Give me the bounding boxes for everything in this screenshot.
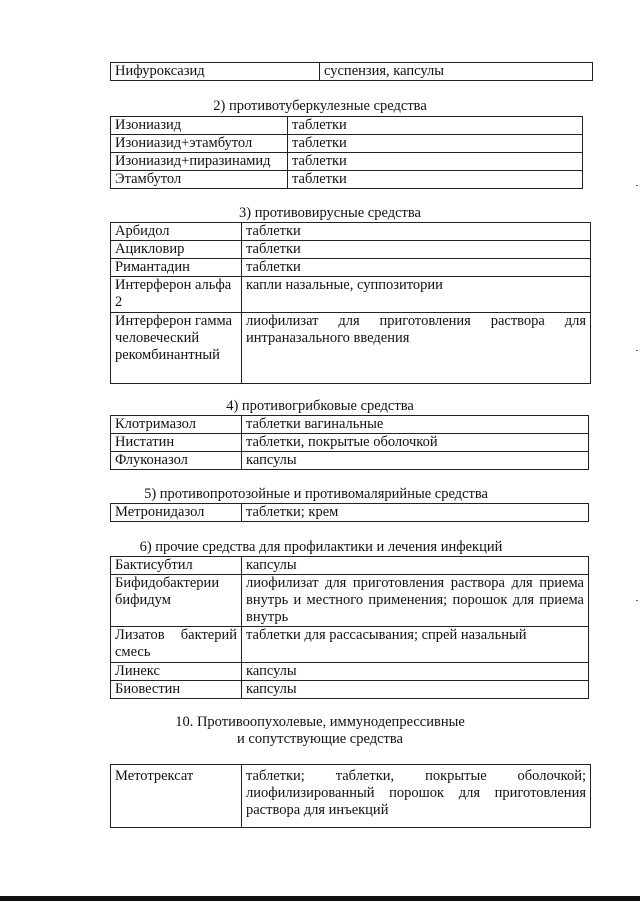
- table-row: [111, 241, 591, 259]
- table-row: [111, 504, 589, 522]
- drug-form: таблетки; крем: [242, 504, 589, 522]
- table-row: [111, 663, 589, 681]
- drug-name: Клотримазол: [111, 416, 242, 434]
- drug-form: таблетки для рассасывания; спрей назальный: [242, 627, 589, 663]
- section-heading: 3) противовирусные средства: [239, 205, 421, 221]
- table-row: [111, 765, 591, 828]
- drug-form: капсулы: [242, 557, 589, 575]
- drug-form: капли назальные, суппозитории: [242, 277, 591, 313]
- table-row: [111, 627, 589, 663]
- section-table: [110, 415, 589, 470]
- drug-name: Этамбутол: [111, 171, 288, 189]
- drug-name: Биовестин: [111, 681, 242, 699]
- drug-form: капсулы: [242, 452, 589, 470]
- chapter-heading-line1: 10. Противоопухолевые, иммунодепрессивные: [175, 714, 465, 730]
- drug-name: Изониазид: [111, 117, 288, 135]
- table-row: [111, 117, 583, 135]
- scan-mark: [636, 185, 638, 186]
- section-table: [110, 764, 591, 828]
- drug-name: Нифуроксазид: [111, 63, 320, 81]
- drug-name: Римантадин: [111, 259, 242, 277]
- table-row: [111, 434, 589, 452]
- table-row: [111, 277, 591, 313]
- table-row: [111, 557, 589, 575]
- drug-name: Бактисубтил: [111, 557, 242, 575]
- table-row: [111, 63, 593, 81]
- drug-name: Метронидазол: [111, 504, 242, 522]
- drug-form: таблетки: [288, 117, 583, 135]
- drug-name: Метотрексат: [111, 765, 242, 828]
- section-table: [110, 222, 591, 384]
- drug-name: Лизатов бактерий смесь: [111, 627, 242, 663]
- drug-form: таблетки: [288, 171, 583, 189]
- table-row: [111, 135, 583, 153]
- drug-name: Арбидол: [111, 223, 242, 241]
- drug-name: Нистатин: [111, 434, 242, 452]
- drug-form: суспензия, капсулы: [320, 63, 593, 81]
- drug-name: Изониазид+пиразинамид: [111, 153, 288, 171]
- drug-form: таблетки: [242, 223, 591, 241]
- drug-name: Изониазид+этамбутол: [111, 135, 288, 153]
- top-table: [110, 62, 593, 81]
- drug-name: Флуконазол: [111, 452, 242, 470]
- section-heading: 2) противотуберкулезные средства: [213, 98, 427, 114]
- drug-name: Интерферон альфа 2: [111, 277, 242, 313]
- page-bottom-edge: [0, 896, 640, 901]
- section-heading: 5) противопротозойные и противомалярийные средства: [144, 486, 488, 502]
- drug-form: таблетки вагинальные: [242, 416, 589, 434]
- drug-form: таблетки, покрытые оболочкой: [242, 434, 589, 452]
- section-heading: 4) противогрибковые средства: [226, 398, 414, 414]
- drug-name: Ацикловир: [111, 241, 242, 259]
- drug-form: таблетки: [242, 259, 591, 277]
- table-row: [111, 313, 591, 384]
- drug-name: Бифидобактерии бифидум: [111, 575, 242, 627]
- drug-form: капсулы: [242, 681, 589, 699]
- table-row: [111, 153, 583, 171]
- drug-form: капсулы: [242, 663, 589, 681]
- chapter-heading-line2: и сопутствующие средства: [237, 731, 403, 747]
- section-table: [110, 503, 589, 522]
- scan-mark: [636, 600, 638, 601]
- scan-mark: [636, 350, 638, 351]
- table-row: [111, 171, 583, 189]
- drug-name: Интерферон гамма человеческий рекомбинантный: [111, 313, 242, 384]
- drug-form: таблетки: [288, 135, 583, 153]
- section-table: [110, 556, 589, 699]
- section-heading: 6) прочие средства для профилактики и лечения инфекций: [139, 539, 503, 555]
- table-row: [111, 452, 589, 470]
- drug-form: таблетки; таблетки, покрытые оболочкой; лиофилизированный порошок для приготовления раствора для инъекций: [242, 765, 591, 828]
- drug-name: Линекс: [111, 663, 242, 681]
- drug-form: таблетки: [242, 241, 591, 259]
- drug-form: лиофилизат для приготовления раствора для приема внутрь и местного применения; порошок для приема внутрь: [242, 575, 589, 627]
- drug-form: таблетки: [288, 153, 583, 171]
- table-row: [111, 575, 589, 627]
- section-table: [110, 116, 583, 189]
- table-row: [111, 416, 589, 434]
- table-row: [111, 259, 591, 277]
- table-row: [111, 223, 591, 241]
- drug-form: лиофилизат для приготовления раствора для интраназального введения: [242, 313, 591, 384]
- table-row: [111, 681, 589, 699]
